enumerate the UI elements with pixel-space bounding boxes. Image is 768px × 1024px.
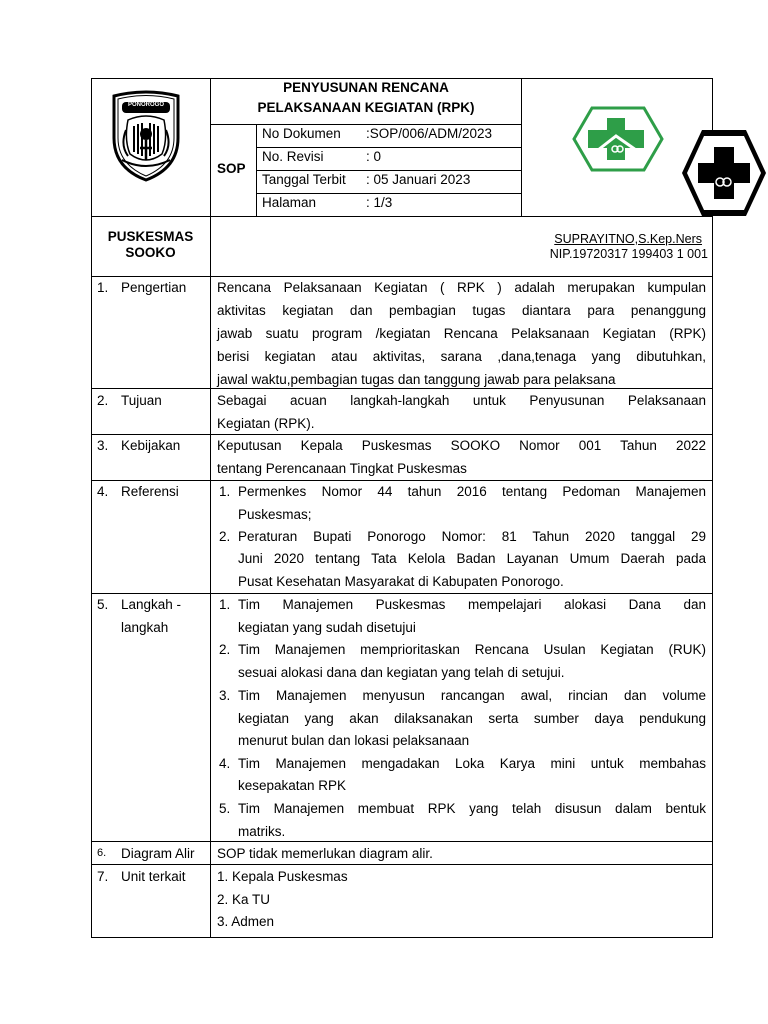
langkah-line: kegiatan yang sudah disetujui bbox=[238, 620, 416, 635]
section-title-unit: Unit terkait bbox=[121, 869, 186, 884]
pengertian-line: jawal waktu,pembagian tugas dan tanggung jawab para pelaksana bbox=[217, 372, 616, 387]
list-number: 2. bbox=[219, 529, 231, 544]
document-title-line1: PENYUSUNAN RENCANA bbox=[283, 80, 449, 95]
table-border-bottom bbox=[91, 937, 713, 938]
meta-label-no-dokumen: No Dokumen bbox=[262, 126, 341, 141]
list-number: 3. bbox=[219, 688, 231, 703]
langkah-line: kesepakatan RPK bbox=[238, 778, 347, 793]
list-number: 1. bbox=[219, 484, 231, 499]
header-row-line bbox=[91, 216, 713, 217]
langkah-line: Tim Manajemen menyusun rancangan awal, rincian dan volume bbox=[238, 688, 706, 703]
pengertian-line: jawab suatu program /kegiatan Rencana Pelaksanaan Kegiatan (RPK) bbox=[217, 326, 706, 341]
section-title-referensi: Referensi bbox=[121, 484, 179, 499]
section-title-diagram: Diagram Alir bbox=[121, 846, 195, 861]
column-divider bbox=[210, 78, 211, 938]
section-title-kebijakan: Kebijakan bbox=[121, 438, 181, 453]
section-number: 3. bbox=[97, 438, 109, 453]
pengertian-line: Rencana Pelaksanaan Kegiatan ( RPK ) adalah merupakan kumpulan bbox=[217, 280, 706, 295]
referensi-line: Puskesmas; bbox=[238, 507, 312, 522]
referensi-line: Juni 2020 tentang Tata Kelola Badan Layanan Umum Daerah pada bbox=[238, 551, 706, 566]
langkah-line: Tim Manajemen Puskesmas mempelajari alokasi Dana dan bbox=[238, 597, 706, 612]
langkah-line: Tim Manajemen memprioritaskan Rencana Usulan Kegiatan (RUK) bbox=[238, 642, 706, 657]
section-title-langkah: Langkah - bbox=[121, 597, 182, 612]
pengertian-line: aktivitas kegiatan dan pembagian tugas diantara para penanggung bbox=[217, 303, 706, 318]
diagram-text: SOP tidak memerlukan diagram alir. bbox=[217, 846, 433, 861]
section-number: 6. bbox=[97, 847, 107, 859]
section-title-pengertian: Pengertian bbox=[121, 280, 187, 295]
pengertian-line: berisi kegiatan atau aktivitas, sarana ,dana,tenaga yang dibutuhkan, bbox=[217, 349, 706, 364]
meta-label-tanggal-terbit: Tanggal Terbit bbox=[262, 172, 346, 187]
kebijakan-line: tentang Perencanaan Tingkat Puskesmas bbox=[217, 461, 467, 476]
section-number: 7. bbox=[97, 869, 109, 884]
signer-name: SUPRAYITNO,S.Kep.Ners bbox=[554, 232, 702, 246]
unit-item: 3. Admen bbox=[217, 914, 275, 929]
unit-item: 1. Kepala Puskesmas bbox=[217, 869, 348, 884]
section-number: 2. bbox=[97, 393, 109, 408]
list-number: 2. bbox=[219, 642, 231, 657]
langkah-line: matriks. bbox=[238, 824, 286, 839]
meta-value-no-revisi: : 0 bbox=[366, 149, 382, 164]
sop-label: SOP bbox=[217, 161, 246, 176]
langkah-line: Tim Manajemen membuat RPK yang telah disusun dalam bentuk bbox=[238, 801, 706, 816]
langkah-line: menurut bulan dan lokasi pelaksanaan bbox=[238, 733, 470, 748]
document-title-line2: PELAKSANAAN KEGIATAN (RPK) bbox=[257, 100, 475, 115]
kebijakan-line: Keputusan Kepala Puskesmas SOOKO Nomor 001 Tahun 2022 bbox=[217, 438, 706, 453]
section-title-langkah: langkah bbox=[121, 620, 169, 635]
list-number: 1. bbox=[219, 597, 231, 612]
referensi-line: Peraturan Bupati Ponorogo Nomor: 81 Tahun 2020 tanggal 29 bbox=[238, 529, 706, 544]
puskesmas-logo-green bbox=[572, 106, 664, 172]
list-number: 4. bbox=[219, 756, 231, 771]
tujuan-line: Kegiatan (RPK). bbox=[217, 416, 315, 431]
langkah-line: kegiatan yang akan dilaksanakan serta sumber daya pendukung bbox=[238, 711, 706, 726]
meta-value-no-dokumen: :SOP/006/ADM/2023 bbox=[366, 126, 493, 141]
table-border-left bbox=[91, 78, 92, 938]
meta-value-halaman: : 1/3 bbox=[366, 195, 393, 210]
tujuan-line: Sebagai acuan langkah-langkah untuk Penyusunan Pelaksanaan bbox=[217, 393, 706, 408]
org-name-line2: SOOKO bbox=[125, 245, 176, 260]
section-number: 5. bbox=[97, 597, 109, 612]
langkah-line: Tim Manajemen mengadakan Loka Karya mini untuk membahas bbox=[238, 756, 706, 771]
meta-label-no-revisi: No. Revisi bbox=[262, 149, 324, 164]
unit-item: 2. Ka TU bbox=[217, 892, 271, 907]
org-name-line1: PUSKESMAS bbox=[107, 229, 194, 244]
referensi-line: Pusat Kesehatan Masyarakat di Kabupaten Ponorogo. bbox=[238, 574, 564, 589]
meta-label-halaman: Halaman bbox=[262, 195, 317, 210]
referensi-line: Permenkes Nomor 44 tahun 2016 tentang Pedoman Manajemen bbox=[238, 484, 706, 499]
section-number: 4. bbox=[97, 484, 109, 499]
list-number: 5. bbox=[219, 801, 231, 816]
signer-nip: NIP.19720317 199403 1 001 bbox=[549, 247, 708, 261]
langkah-line: sesuai alokasi dana dan kegiatan yang telah di setujui. bbox=[238, 665, 565, 680]
meta-value-tanggal-terbit: : 05 Januari 2023 bbox=[366, 172, 471, 187]
puskesmas-logo-black bbox=[680, 127, 768, 219]
section-number: 1. bbox=[97, 280, 109, 295]
section-title-tujuan: Tujuan bbox=[121, 393, 162, 408]
crest-label: PONOROGO bbox=[127, 102, 164, 108]
